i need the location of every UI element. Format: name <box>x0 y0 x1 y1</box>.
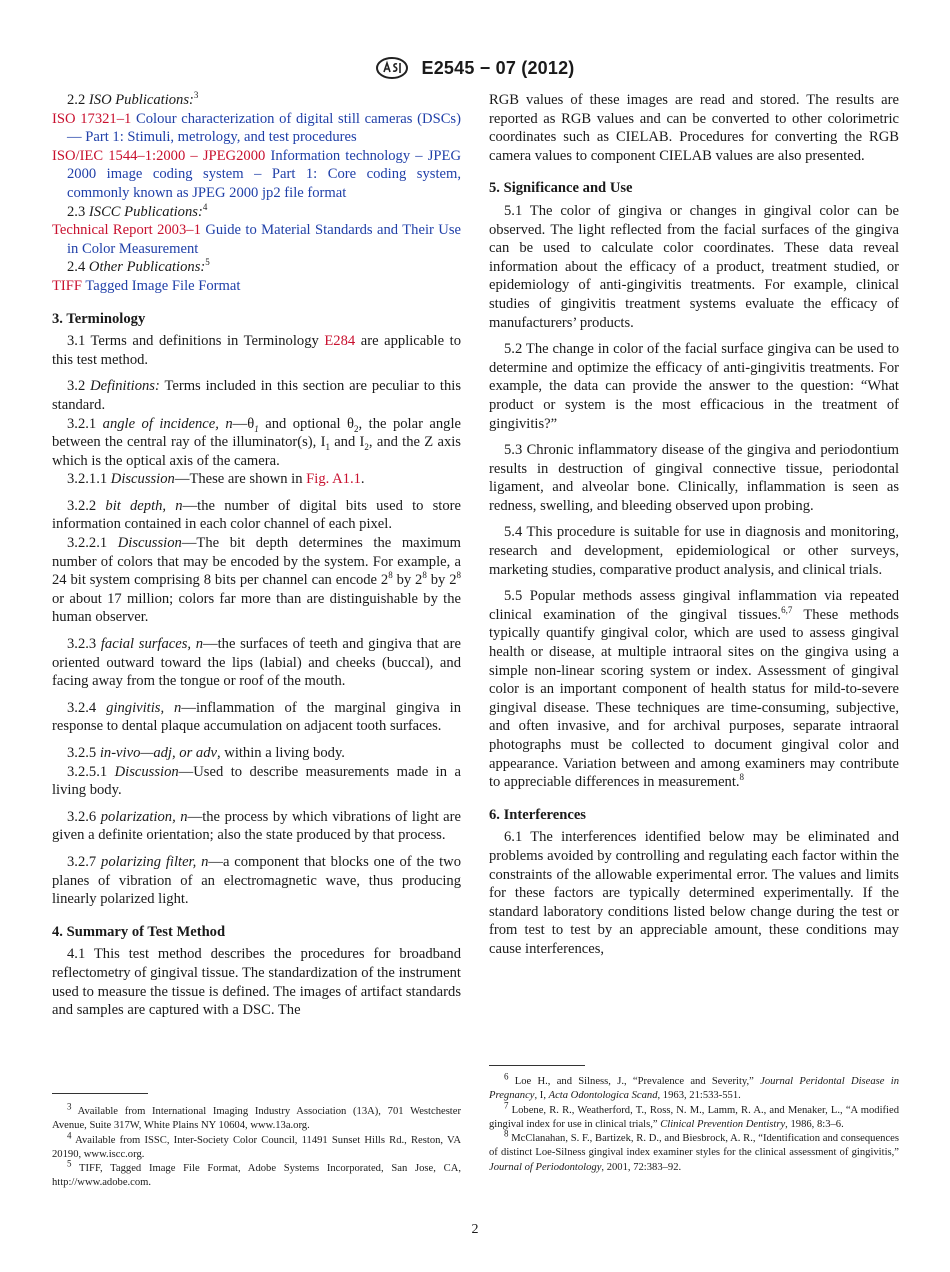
para-5-5: 5.5 Popular methods assess gingival inflammation via repeated clinical examination of the gingival tissues.$^{6,7}$ These methods typically quantify gingival color, which are used to assess gingival health or disease, at multiple intraoral sites on the gingiva using a simple non-linear scoring system or index. Assessment of gingival color is an important component of health status for mild-to-severe gingival disease. These techniques are time-consuming, subjective, and often invasive, and for archival purposes, separate intraoral photographs must be collected to document gingival color and appearance. Variation between and among examiners may contribute to appreciable differences in measurement.$^8$ <box>489 588 899 791</box>
para-3-2-5: 3.2.5 in-vivo—adj, or adv, within a living body. <box>67 745 345 761</box>
footnote-rule-left <box>52 1093 148 1094</box>
footnote-7: $^7$ Lobene, R. R., Weatherford, T., Ross, N. M., Lamm, R. A., and Menaker, L., “A modified gingival index for use in clinical trials,” Clinical Prevention Dentistry, 1986, 8:3–6. <box>489 1100 899 1130</box>
para-4-1: 4.1 This test method describes the procedures for broadband reflectometry of gingival tissue. The standardization of the instrument used to measure the tissue is defined. The images of artifact standards and samples are captured with a DSC. The <box>52 946 461 1019</box>
para-5-3: 5.3 Chronic inflammatory disease of the gingiva and periodontium results in destruction of gingival connective tissue, periodontal ligament, and alveolar bone. Clinically, inflammation is seen as redness, swelling, and bleeding observed upon probing. <box>489 442 899 514</box>
left-column <box>52 91 461 1020</box>
para-6-1: 6.1 The interferences identified below may be eliminated and problems avoided by controlling and regulating each factor within the constraints of the allowable experimental error. The values and limits for these factors are typically determined experimentally. If the standard laboratory conditions listed below change during the test or from test to test by an appreciable amount, these conditions may cause interferences, <box>489 829 899 957</box>
footnote-3: $^3$ Available from International Imaging Industry Association (13A), 701 Westchester Avenue, Suite 317W, White Plains NY 10604, www.13a.org. <box>52 1101 461 1132</box>
heading-summary: 4. Summary of Test Method <box>52 923 226 940</box>
para-3-2-2: 3.2.2 bit depth, n—the number of digital bits used to store information contained in each color channel of each pixel. <box>52 497 461 533</box>
section-2-2: 2.2 ISO Publications:$^3$ <box>67 90 199 108</box>
heading-terminology: 3. Terminology <box>52 310 146 327</box>
footnotes-left <box>52 1101 461 1191</box>
right-column <box>489 91 899 959</box>
footnote-5: $^5$ TIFF, Tagged Image File Format, Adobe Systems Incorporated, San Jose, CA, http://www.adobe.com. <box>52 1158 461 1189</box>
ref-iso-17321[interactable]: ISO 17321–1 Colour characterization of digital still cameras (DSCs) — Part 1: Stimuli, metrology, and test procedures <box>52 110 461 146</box>
para-3-2-3: 3.2.3 facial surfaces, n—the surfaces of teeth and gingiva that are oriented outward toward the lips (labial) and cheeks (buccal), and facing away from the tongue or roof of the mouth. <box>52 636 461 690</box>
link-fig-a1-1[interactable]: Fig. A1.1 <box>306 471 361 488</box>
ref-tiff[interactable]: TIFF Tagged Image File Format <box>52 277 241 294</box>
para-5-1: 5.1 The color of gingiva or changes in gingival color can be observed. The light reflected from the facial surfaces of the gingiva can be used to calculate color coordinates. These data reveal information about the efficacy of a product, treatment studied, or epidemiology of anti-gingivitis treatments. For example, clinical studies of gingivitis treatment systems evaluate the efficacy of manufacturers’ products. <box>489 202 899 331</box>
para-5-4: 5.4 This procedure is suitable for use in diagnosis and monitoring, research and development, epidemiological or other surveys, marketing studies, comparative product analysis, and clinical trials. <box>489 524 899 578</box>
standard-designation: E2545 − 07 (2012) <box>421 57 575 78</box>
link-e284[interactable]: E284 <box>324 333 356 350</box>
ref-iscc-report[interactable]: Technical Report 2003–1 Guide to Material Standards and Their Use in Color Measurement <box>52 222 461 257</box>
heading-interferences: 6. Interferences <box>489 806 586 823</box>
footnote-8: $^8$ McClanahan, S. F., Bartizek, R. D., and Biesbrock, A. R., “Identification and consequences of distinct Loe-Silness gingival index examiner styles for the clinical assessment of gingivitis,” Journal of Periodontology, 2001, 72:383–92. <box>489 1128 899 1173</box>
heading-significance: 5. Significance and Use <box>489 180 633 197</box>
ref-iso-15444[interactable]: ISO/IEC 1544–1:2000 – JPEG2000 Information technology – JPEG 2000 image coding system – Part 1: Core coding system, commonly known as JPEG 2000 jp2 file format <box>52 147 462 201</box>
section-2-4: 2.4 Other Publications:$^5$ <box>67 257 210 276</box>
para-3-2-1: 3.2.1 angle of incidence, $n—\theta_1$ and optional $\theta_2$, the polar angle between the central ray of the illuminator(s), $I_1$ and $I_2$, and the Z axis which is the optical axis of the camera. <box>52 415 461 469</box>
para-4-1-continued: RGB values of these images are read and stored. The results are reported as RGB values and can be converted to other colorimetric coordinates such as CIELAB. Procedures for converting the RGB camera values to component CIELAB values are also presented. <box>489 92 899 164</box>
astm-logo-icon <box>375 56 409 80</box>
para-3-1: 3.1 Terms and definitions in Terminology E284 are applicable to this test method. <box>52 333 461 368</box>
para-3-2-7: 3.2.7 polarizing filter, n—a component that blocks one of the two planes of vibration of an electromagnetic wave, thus producing linearly polarized light. <box>52 853 461 908</box>
footnote-4: $^4$ Available from ISSC, Inter-Society Color Council, 11491 Sunset Hills Rd., Reston, VA 20190, www.iscc.org. <box>52 1130 461 1160</box>
para-3-2-4: 3.2.4 gingivitis, n—inflammation of the marginal gingiva in response to dental plaque accumulation on adjacent tooth surfaces. <box>52 699 462 735</box>
footnotes-right <box>489 1071 899 1175</box>
page-number: 2 <box>471 1222 479 1237</box>
footnote-6: $^6$ Loe H., and Silness, J., “Prevalence and Severity,” Journal Peridontal Disease in Pregnancy, I, Acta Odontologica Scand, 1963, 21:533-551. <box>489 1071 899 1102</box>
para-3-2: 3.2 Definitions: Terms included in this section are peculiar to this standard. <box>52 378 462 413</box>
para-5-2: 5.2 The change in color of the facial surface gingiva can be used to determine and optimize the efficacy of anti-gingivitis treatments. For example, the data can provide the answer to the question: “What product or system is the most efficacious in the treatment of gingivitis?” <box>489 341 899 432</box>
para-3-2-5-1: 3.2.5.1 Discussion—Used to describe measurements made in a living body. <box>52 763 461 799</box>
para-3-2-2-1: 3.2.2.1 Discussion—The bit depth determines the maximum number of colors that may be encoded by the system. For example, a 24 bit system comprising 8 bits per channel can encode $2^8$ by $2^8$ by $2^8$ or about 17 million; colors far more than are distinguishable by the human observer. <box>52 535 462 626</box>
para-3-2-1-1: 3.2.1.1 Discussion—These are shown in Fig. A1.1. <box>67 471 365 488</box>
footnote-rule-right <box>489 1065 585 1066</box>
page-header <box>0 56 950 80</box>
para-3-2-6: 3.2.6 polarization, n—the process by which vibrations of light are given a definite orientation; also the state produced by that process. <box>52 808 462 844</box>
section-2-3: 2.3 ISCC Publications:$^4$ <box>67 201 208 220</box>
